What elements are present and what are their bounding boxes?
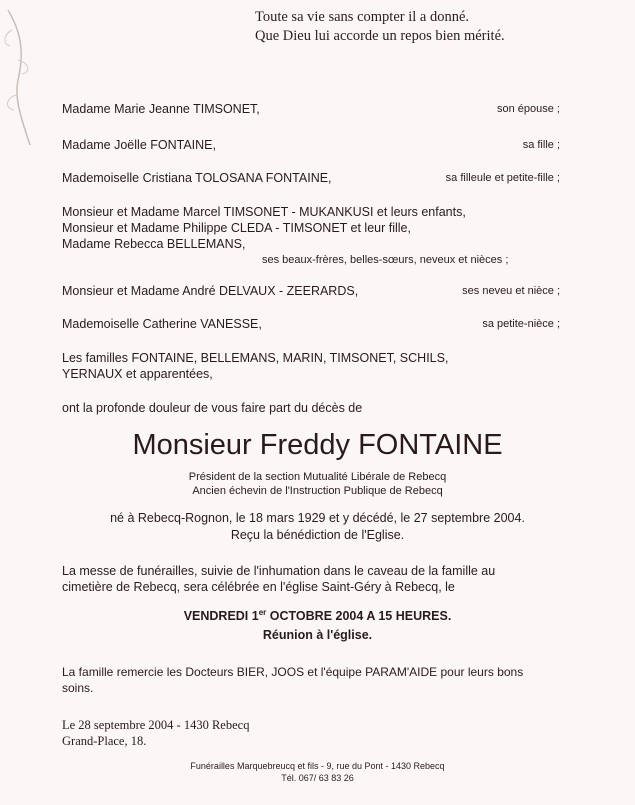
relative-relation: sa fille ;	[522, 139, 560, 151]
relative-row-daughter	[62, 137, 560, 154]
relative-row-nephew	[62, 283, 560, 300]
deceased-last-name: FONTAINE	[358, 429, 503, 461]
epitaph-quote	[255, 8, 505, 46]
epitaph-line-2: Que Dieu lui accorde un repos bien mérité.	[255, 28, 505, 44]
footer-phone: Tél. 067/ 63 83 26	[281, 773, 354, 783]
relative-relation: sa filleule et petite-fille ;	[445, 172, 560, 184]
families-line-2: YERNAUX et apparentées,	[62, 367, 213, 381]
deceased-title-2: Ancien échevin de l'Instruction Publique de Rebecq	[192, 485, 443, 497]
relative-name: Madame Joëlle FONTAINE,	[62, 138, 216, 152]
relative-row-goddaughter	[62, 170, 560, 187]
footer-undertaker: Funérailles Marquebreucq et fils - 9, rue du Pont - 1430 Rebecq	[190, 761, 445, 771]
address-line-2: Grand-Place, 18.	[62, 734, 147, 748]
deceased-name	[0, 428, 635, 462]
funeral-date-rest: OCTOBRE 2004 A 15 HEURES.	[266, 609, 452, 624]
deceased-title-1: Président de la section Mutualité Libérale de Rebecq	[188, 471, 447, 483]
families-line-1: Les familles FONTAINE, BELLEMANS, MARIN, TIMSONET, SCHILS,	[62, 351, 449, 365]
funeral-date-day: VENDREDI 1	[183, 609, 259, 624]
thanks-line-2: soins.	[62, 681, 94, 695]
relative-name: Mademoiselle Catherine VANESSE,	[62, 317, 262, 331]
deceased-first-name: Monsieur Freddy	[132, 429, 359, 461]
relative-name: Mademoiselle Cristiana TOLOSANA FONTAINE,	[62, 171, 332, 185]
relative-name: Madame Marie Jeanne TIMSONET,	[62, 102, 260, 116]
relative-name: Monsieur et Madame André DELVAUX - ZEERARDS,	[62, 284, 359, 298]
announcement-text: ont la profonde douleur de vous faire part du décès de	[62, 401, 363, 415]
sacrament-text: Reçu la bénédiction de l'Eglise.	[230, 528, 405, 542]
funeral-date	[0, 604, 635, 625]
relative-relation: sa petite-nièce ;	[482, 318, 560, 330]
funeral-date-sup: er	[258, 608, 267, 617]
born-died-text: né à Rebecq-Rognon, le 18 mars 1929 et y décédé, le 27 septembre 2004.	[110, 511, 525, 525]
relative-row-spouse	[62, 101, 560, 118]
address-line-1: Le 28 septembre 2004 - 1430 Rebecq	[62, 718, 250, 732]
relative-relation: son épouse ;	[497, 103, 560, 115]
relative-relation: ses neveu et nièce ;	[462, 285, 560, 297]
reunion-text: Réunion à l'église.	[262, 628, 373, 642]
decorative-leaf-motif	[0, 0, 40, 150]
relative-row-grandniece	[62, 316, 560, 333]
funeral-line-2: cimetière de Rebecq, sera célébrée en l'église Saint-Géry à Rebecq, le	[62, 580, 455, 594]
in-laws-line-1: Monsieur et Madame Marcel TIMSONET - MUKANKUSI et leurs enfants,	[62, 205, 466, 219]
thanks-line-1: La famille remercie les Docteurs BIER, JOOS et l'équipe PARAM'AIDE pour leurs bons	[62, 665, 524, 679]
in-laws-line-2: Monsieur et Madame Philippe CLEDA - TIMSONET et leur fille,	[62, 221, 411, 235]
epitaph-line-1: Toute sa vie sans compter il a donné.	[255, 9, 470, 25]
in-laws-line-3: Madame Rebecca BELLEMANS,	[62, 237, 246, 251]
funeral-line-1: La messe de funérailles, suivie de l'inhumation dans le caveau de la famille au	[62, 564, 496, 578]
in-laws-relation: ses beaux-frères, belles-sœurs, neveux et nièces ;	[262, 254, 509, 266]
